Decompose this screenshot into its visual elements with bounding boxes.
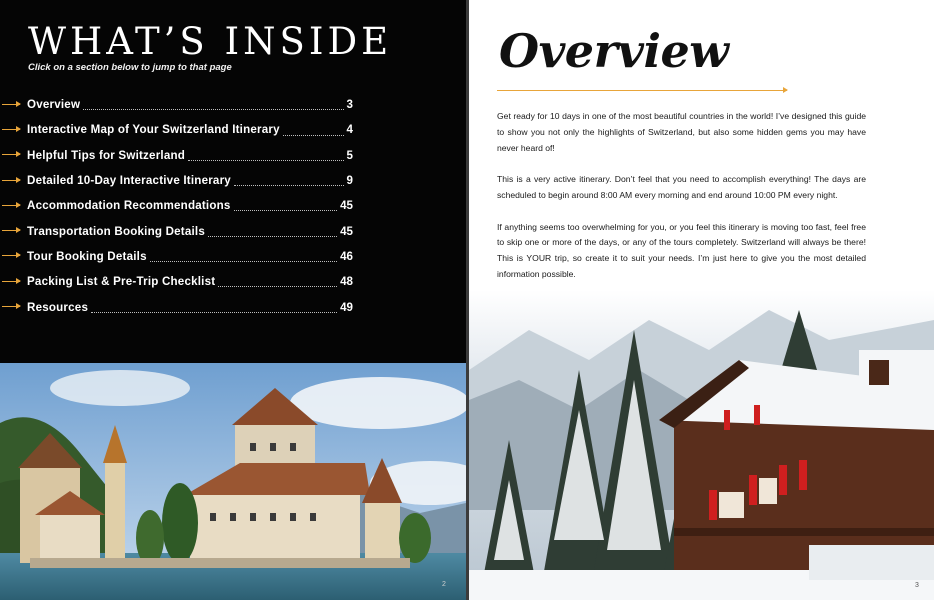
toc-entry-label: Resources — [27, 300, 89, 314]
toc-leader-dots — [283, 135, 344, 136]
toc-entry-page: 5 — [346, 148, 353, 162]
overview-paragraph: If anything seems too overwhelming for you, or you feel this itinerary is moving too fast, feel free to skip one or more of the days, or any of the tours completely. Switzerland will always be there! This is YOUR trip, so create it to suit your needs. I’m just here to give you the most detailed information possible. — [497, 221, 866, 279]
arrow-right-icon — [2, 154, 20, 155]
arrow-right-icon — [2, 255, 20, 256]
toc-entry-label: Tour Booking Details — [27, 249, 147, 263]
toc-entry-tour-booking[interactable] — [0, 244, 466, 269]
page-number: 2 — [442, 581, 446, 588]
arrow-right-icon — [2, 129, 20, 130]
toc-entry-label: Packing List & Pre-Trip Checklist — [27, 275, 216, 289]
overview-title: Overview — [499, 24, 729, 78]
toc-entry-page: 4 — [346, 123, 353, 137]
toc-entry-itinerary[interactable] — [0, 168, 466, 193]
toc-leader-dots — [234, 185, 344, 186]
arrow-right-icon — [2, 104, 20, 105]
toc-subtitle: Click on a section below to jump to that page — [28, 62, 232, 73]
toc-list — [0, 92, 466, 320]
toc-entry-page: 49 — [340, 300, 353, 314]
toc-leader-dots — [208, 236, 337, 237]
overview-paragraph: This is a very active itinerary. Don’t feel that you need to accomplish everything! The days are scheduled to begin around 8:00 AM every morning and end around 10:00 PM every night. — [497, 174, 866, 200]
toc-leader-dots — [83, 109, 343, 110]
toc-leader-dots — [91, 312, 337, 313]
arrow-right-icon — [2, 306, 20, 307]
toc-entry-page: 3 — [346, 98, 353, 112]
toc-entry-label: Accommodation Recommendations — [27, 199, 231, 213]
toc-entry-transportation[interactable] — [0, 218, 466, 243]
toc-entry-accommodation[interactable] — [0, 193, 466, 218]
toc-entry-page: 45 — [340, 199, 353, 213]
toc-entry-page: 46 — [340, 249, 353, 263]
arrow-right-icon — [497, 90, 787, 91]
toc-leader-dots — [150, 261, 337, 262]
toc-leader-dots — [234, 210, 338, 211]
overview-page — [469, 0, 934, 600]
overview-body — [497, 109, 866, 299]
toc-page — [0, 0, 466, 600]
toc-entry-label: Interactive Map of Your Switzerland Itinerary — [27, 123, 280, 137]
toc-leader-dots — [188, 160, 343, 161]
toc-entry-label: Transportation Booking Details — [27, 224, 205, 238]
chalet-photo — [469, 290, 934, 600]
toc-entry-label: Overview — [27, 98, 81, 112]
arrow-right-icon — [2, 180, 20, 181]
toc-entry-resources[interactable] — [0, 294, 466, 319]
toc-entry-page: 45 — [340, 224, 353, 238]
toc-entry-page: 48 — [340, 275, 353, 289]
arrow-right-icon — [2, 281, 20, 282]
arrow-right-icon — [2, 230, 20, 231]
toc-entry-overview[interactable] — [0, 92, 466, 117]
toc-entry-label: Helpful Tips for Switzerland — [27, 148, 186, 162]
toc-entry-label: Detailed 10-Day Interactive Itinerary — [27, 174, 231, 188]
toc-entry-interactive-map[interactable] — [0, 117, 466, 142]
castle-photo — [0, 363, 466, 600]
arrow-right-icon — [2, 205, 20, 206]
overview-paragraph: Get ready for 10 days in one of the most beautiful countries in the world! I’ve designed this guide to show you not only the highlights of Switzerland, but also some hidden gems you may have never heard of! — [497, 111, 866, 153]
toc-leader-dots — [218, 286, 337, 287]
toc-entry-helpful-tips[interactable] — [0, 143, 466, 168]
toc-entry-packing-list[interactable] — [0, 269, 466, 294]
toc-entry-page: 9 — [346, 174, 353, 188]
toc-title: WHAT’S INSIDE — [28, 20, 393, 63]
page-number: 3 — [915, 582, 919, 589]
